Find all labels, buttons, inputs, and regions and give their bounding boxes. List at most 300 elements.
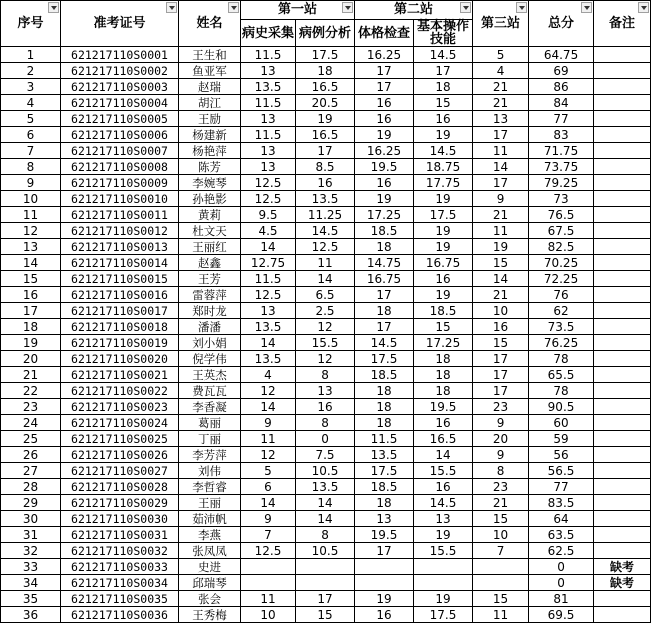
cell-exam-id[interactable]: 621217110S0010 xyxy=(61,191,179,207)
cell-exam-id[interactable]: 621217110S0015 xyxy=(61,271,179,287)
cell-skills[interactable]: 14.5 xyxy=(414,47,473,63)
cell-exam-id[interactable]: 621217110S0005 xyxy=(61,111,179,127)
cell-station3[interactable]: 21 xyxy=(473,207,529,223)
cell-history[interactable] xyxy=(241,559,296,575)
cell-skills[interactable]: 14.5 xyxy=(414,495,473,511)
cell-name[interactable]: 邱瑞琴 xyxy=(179,575,241,591)
cell-skills[interactable]: 16 xyxy=(414,111,473,127)
cell-history[interactable]: 11.5 xyxy=(241,127,296,143)
cell-seq[interactable]: 11 xyxy=(1,207,61,223)
cell-history[interactable]: 12 xyxy=(241,447,296,463)
cell-physical[interactable]: 19 xyxy=(355,127,414,143)
cell-skills[interactable]: 19 xyxy=(414,127,473,143)
filter-dropdown-icon[interactable] xyxy=(342,2,353,13)
cell-case[interactable]: 12.5 xyxy=(296,239,355,255)
cell-seq[interactable]: 8 xyxy=(1,159,61,175)
cell-seq[interactable]: 35 xyxy=(1,591,61,607)
cell-physical[interactable]: 13 xyxy=(355,511,414,527)
cell-note[interactable]: 缺考 xyxy=(594,575,651,591)
cell-note[interactable] xyxy=(594,463,651,479)
cell-exam-id[interactable]: 621217110S0002 xyxy=(61,63,179,79)
filter-dropdown-icon[interactable] xyxy=(166,2,177,13)
cell-station3[interactable]: 15 xyxy=(473,591,529,607)
cell-total[interactable]: 77 xyxy=(529,111,594,127)
cell-total[interactable]: 0 xyxy=(529,559,594,575)
cell-exam-id[interactable]: 621217110S0025 xyxy=(61,431,179,447)
cell-physical[interactable]: 18.5 xyxy=(355,367,414,383)
cell-skills[interactable]: 16.5 xyxy=(414,431,473,447)
cell-seq[interactable]: 18 xyxy=(1,319,61,335)
cell-total[interactable]: 90.5 xyxy=(529,399,594,415)
filter-dropdown-icon[interactable] xyxy=(48,2,59,13)
cell-skills[interactable]: 17 xyxy=(414,63,473,79)
cell-station3[interactable]: 11 xyxy=(473,223,529,239)
cell-seq[interactable]: 1 xyxy=(1,47,61,63)
cell-case[interactable]: 17 xyxy=(296,143,355,159)
cell-exam-id[interactable]: 621217110S0029 xyxy=(61,495,179,511)
cell-skills[interactable]: 19 xyxy=(414,239,473,255)
cell-history[interactable]: 14 xyxy=(241,399,296,415)
cell-case[interactable]: 6.5 xyxy=(296,287,355,303)
cell-station3[interactable]: 21 xyxy=(473,287,529,303)
cell-total[interactable]: 70.25 xyxy=(529,255,594,271)
cell-skills[interactable]: 15.5 xyxy=(414,543,473,559)
cell-total[interactable]: 71.75 xyxy=(529,143,594,159)
cell-exam-id[interactable]: 621217110S0012 xyxy=(61,223,179,239)
cell-total[interactable]: 64 xyxy=(529,511,594,527)
cell-skills[interactable]: 16 xyxy=(414,415,473,431)
cell-station3[interactable]: 20 xyxy=(473,431,529,447)
cell-case[interactable]: 15.5 xyxy=(296,335,355,351)
cell-note[interactable] xyxy=(594,175,651,191)
cell-station3[interactable] xyxy=(473,575,529,591)
cell-exam-id[interactable]: 621217110S0035 xyxy=(61,591,179,607)
cell-case[interactable]: 10.5 xyxy=(296,543,355,559)
cell-history[interactable]: 9.5 xyxy=(241,207,296,223)
cell-seq[interactable]: 4 xyxy=(1,95,61,111)
cell-note[interactable] xyxy=(594,239,651,255)
cell-total[interactable]: 62 xyxy=(529,303,594,319)
cell-case[interactable]: 16 xyxy=(296,175,355,191)
cell-total[interactable]: 56.5 xyxy=(529,463,594,479)
cell-note[interactable] xyxy=(594,527,651,543)
cell-seq[interactable]: 17 xyxy=(1,303,61,319)
cell-note[interactable] xyxy=(594,591,651,607)
cell-seq[interactable]: 34 xyxy=(1,575,61,591)
cell-seq[interactable]: 7 xyxy=(1,143,61,159)
cell-name[interactable]: 李婉琴 xyxy=(179,175,241,191)
cell-history[interactable]: 9 xyxy=(241,415,296,431)
cell-note[interactable] xyxy=(594,207,651,223)
cell-station3[interactable]: 11 xyxy=(473,607,529,623)
cell-station3[interactable]: 17 xyxy=(473,351,529,367)
cell-exam-id[interactable]: 621217110S0007 xyxy=(61,143,179,159)
cell-total[interactable]: 67.5 xyxy=(529,223,594,239)
cell-total[interactable]: 56 xyxy=(529,447,594,463)
cell-exam-id[interactable]: 621217110S0004 xyxy=(61,95,179,111)
cell-skills[interactable]: 15 xyxy=(414,95,473,111)
cell-case[interactable] xyxy=(296,575,355,591)
cell-exam-id[interactable]: 621217110S0003 xyxy=(61,79,179,95)
cell-history[interactable]: 13 xyxy=(241,303,296,319)
cell-note[interactable] xyxy=(594,479,651,495)
cell-case[interactable]: 8.5 xyxy=(296,159,355,175)
cell-physical[interactable]: 18.5 xyxy=(355,479,414,495)
cell-seq[interactable]: 31 xyxy=(1,527,61,543)
cell-exam-id[interactable]: 621217110S0026 xyxy=(61,447,179,463)
cell-note[interactable] xyxy=(594,415,651,431)
cell-case[interactable]: 17.5 xyxy=(296,47,355,63)
cell-exam-id[interactable]: 621217110S0031 xyxy=(61,527,179,543)
cell-skills[interactable]: 19 xyxy=(414,287,473,303)
cell-name[interactable]: 雷蓉萍 xyxy=(179,287,241,303)
cell-history[interactable]: 4.5 xyxy=(241,223,296,239)
cell-total[interactable]: 73.75 xyxy=(529,159,594,175)
cell-station3[interactable]: 9 xyxy=(473,191,529,207)
cell-physical[interactable]: 17 xyxy=(355,319,414,335)
cell-skills[interactable]: 19 xyxy=(414,223,473,239)
cell-seq[interactable]: 24 xyxy=(1,415,61,431)
cell-case[interactable]: 11.25 xyxy=(296,207,355,223)
cell-note[interactable] xyxy=(594,63,651,79)
cell-case[interactable]: 16.5 xyxy=(296,79,355,95)
cell-note[interactable] xyxy=(594,223,651,239)
cell-physical[interactable]: 18 xyxy=(355,303,414,319)
cell-history[interactable]: 4 xyxy=(241,367,296,383)
cell-station3[interactable]: 19 xyxy=(473,239,529,255)
cell-station3[interactable]: 17 xyxy=(473,127,529,143)
cell-skills[interactable]: 17.5 xyxy=(414,207,473,223)
cell-name[interactable]: 郑时龙 xyxy=(179,303,241,319)
cell-case[interactable]: 13 xyxy=(296,383,355,399)
cell-station3[interactable]: 15 xyxy=(473,255,529,271)
cell-physical[interactable]: 17.25 xyxy=(355,207,414,223)
cell-skills[interactable]: 16 xyxy=(414,479,473,495)
cell-station3[interactable]: 8 xyxy=(473,463,529,479)
cell-physical[interactable]: 17.5 xyxy=(355,351,414,367)
filter-dropdown-icon[interactable] xyxy=(460,2,471,13)
cell-total[interactable]: 0 xyxy=(529,575,594,591)
cell-history[interactable]: 14 xyxy=(241,495,296,511)
cell-physical[interactable]: 17.5 xyxy=(355,463,414,479)
cell-physical[interactable]: 14.5 xyxy=(355,335,414,351)
cell-station3[interactable]: 9 xyxy=(473,415,529,431)
cell-skills[interactable]: 18 xyxy=(414,79,473,95)
cell-case[interactable]: 14 xyxy=(296,271,355,287)
cell-skills[interactable] xyxy=(414,559,473,575)
cell-name[interactable]: 王励 xyxy=(179,111,241,127)
cell-physical[interactable]: 17 xyxy=(355,287,414,303)
cell-station3[interactable]: 14 xyxy=(473,271,529,287)
cell-note[interactable] xyxy=(594,287,651,303)
cell-case[interactable]: 0 xyxy=(296,431,355,447)
cell-physical[interactable]: 17 xyxy=(355,79,414,95)
cell-name[interactable]: 杨艳萍 xyxy=(179,143,241,159)
cell-total[interactable]: 69 xyxy=(529,63,594,79)
cell-case[interactable]: 8 xyxy=(296,527,355,543)
cell-physical[interactable]: 19.5 xyxy=(355,159,414,175)
cell-skills[interactable]: 18 xyxy=(414,367,473,383)
cell-total[interactable]: 60 xyxy=(529,415,594,431)
cell-case[interactable]: 7.5 xyxy=(296,447,355,463)
cell-name[interactable]: 潘潘 xyxy=(179,319,241,335)
cell-case[interactable]: 12 xyxy=(296,319,355,335)
cell-name[interactable]: 费瓦瓦 xyxy=(179,383,241,399)
cell-history[interactable]: 13.5 xyxy=(241,79,296,95)
cell-total[interactable]: 76.25 xyxy=(529,335,594,351)
cell-history[interactable]: 12.75 xyxy=(241,255,296,271)
cell-exam-id[interactable]: 621217110S0016 xyxy=(61,287,179,303)
cell-exam-id[interactable]: 621217110S0022 xyxy=(61,383,179,399)
cell-seq[interactable]: 29 xyxy=(1,495,61,511)
cell-history[interactable]: 11.5 xyxy=(241,271,296,287)
cell-note[interactable] xyxy=(594,271,651,287)
cell-seq[interactable]: 13 xyxy=(1,239,61,255)
cell-seq[interactable]: 2 xyxy=(1,63,61,79)
cell-seq[interactable]: 26 xyxy=(1,447,61,463)
cell-physical[interactable]: 16 xyxy=(355,175,414,191)
cell-note[interactable] xyxy=(594,319,651,335)
cell-name[interactable]: 丁丽 xyxy=(179,431,241,447)
cell-skills[interactable]: 18.75 xyxy=(414,159,473,175)
cell-note[interactable] xyxy=(594,143,651,159)
cell-case[interactable]: 14.5 xyxy=(296,223,355,239)
cell-seq[interactable]: 12 xyxy=(1,223,61,239)
cell-physical[interactable]: 13.5 xyxy=(355,447,414,463)
cell-total[interactable]: 65.5 xyxy=(529,367,594,383)
cell-name[interactable]: 赵鑫 xyxy=(179,255,241,271)
cell-total[interactable]: 81 xyxy=(529,591,594,607)
cell-name[interactable]: 倪学伟 xyxy=(179,351,241,367)
cell-physical[interactable]: 16.25 xyxy=(355,143,414,159)
cell-station3[interactable]: 5 xyxy=(473,47,529,63)
cell-note[interactable] xyxy=(594,335,651,351)
cell-history[interactable]: 12.5 xyxy=(241,175,296,191)
cell-case[interactable]: 16 xyxy=(296,399,355,415)
cell-history[interactable]: 14 xyxy=(241,335,296,351)
cell-skills[interactable]: 16 xyxy=(414,271,473,287)
cell-physical[interactable]: 19 xyxy=(355,191,414,207)
cell-name[interactable]: 王生和 xyxy=(179,47,241,63)
cell-case[interactable]: 15 xyxy=(296,607,355,623)
cell-total[interactable]: 84 xyxy=(529,95,594,111)
cell-name[interactable]: 李燕 xyxy=(179,527,241,543)
cell-physical[interactable]: 18 xyxy=(355,239,414,255)
cell-name[interactable]: 黄莉 xyxy=(179,207,241,223)
cell-total[interactable]: 72.25 xyxy=(529,271,594,287)
cell-skills[interactable]: 15.5 xyxy=(414,463,473,479)
cell-exam-id[interactable]: 621217110S0006 xyxy=(61,127,179,143)
cell-note[interactable] xyxy=(594,431,651,447)
cell-exam-id[interactable]: 621217110S0017 xyxy=(61,303,179,319)
cell-name[interactable]: 胡江 xyxy=(179,95,241,111)
cell-case[interactable]: 8 xyxy=(296,415,355,431)
cell-seq[interactable]: 5 xyxy=(1,111,61,127)
cell-skills[interactable]: 17.75 xyxy=(414,175,473,191)
cell-history[interactable]: 6 xyxy=(241,479,296,495)
cell-seq[interactable]: 32 xyxy=(1,543,61,559)
cell-skills[interactable] xyxy=(414,575,473,591)
cell-station3[interactable]: 17 xyxy=(473,383,529,399)
cell-note[interactable] xyxy=(594,95,651,111)
cell-history[interactable]: 5 xyxy=(241,463,296,479)
cell-exam-id[interactable]: 621217110S0032 xyxy=(61,543,179,559)
cell-note[interactable] xyxy=(594,543,651,559)
cell-history[interactable]: 12.5 xyxy=(241,191,296,207)
cell-physical[interactable]: 19 xyxy=(355,591,414,607)
cell-name[interactable]: 陈芳 xyxy=(179,159,241,175)
cell-name[interactable]: 茹沛帆 xyxy=(179,511,241,527)
cell-station3[interactable]: 21 xyxy=(473,79,529,95)
cell-physical[interactable]: 18 xyxy=(355,383,414,399)
cell-exam-id[interactable]: 621217110S0014 xyxy=(61,255,179,271)
cell-station3[interactable]: 23 xyxy=(473,479,529,495)
cell-total[interactable]: 83.5 xyxy=(529,495,594,511)
cell-note[interactable] xyxy=(594,159,651,175)
cell-total[interactable]: 78 xyxy=(529,383,594,399)
cell-seq[interactable]: 30 xyxy=(1,511,61,527)
cell-case[interactable]: 16.5 xyxy=(296,127,355,143)
filter-dropdown-icon[interactable] xyxy=(638,2,649,13)
cell-station3[interactable]: 7 xyxy=(473,543,529,559)
cell-total[interactable]: 59 xyxy=(529,431,594,447)
cell-station3[interactable]: 14 xyxy=(473,159,529,175)
cell-history[interactable]: 11.5 xyxy=(241,47,296,63)
cell-history[interactable]: 7 xyxy=(241,527,296,543)
cell-skills[interactable]: 19 xyxy=(414,591,473,607)
cell-name[interactable]: 鱼亚军 xyxy=(179,63,241,79)
cell-skills[interactable]: 18 xyxy=(414,383,473,399)
cell-note[interactable] xyxy=(594,303,651,319)
cell-history[interactable]: 14 xyxy=(241,239,296,255)
cell-skills[interactable]: 18.5 xyxy=(414,303,473,319)
cell-name[interactable]: 王丽红 xyxy=(179,239,241,255)
cell-history[interactable]: 12 xyxy=(241,383,296,399)
cell-note[interactable] xyxy=(594,191,651,207)
cell-seq[interactable]: 14 xyxy=(1,255,61,271)
cell-history[interactable]: 11 xyxy=(241,431,296,447)
cell-total[interactable]: 76 xyxy=(529,287,594,303)
cell-total[interactable]: 78 xyxy=(529,351,594,367)
cell-station3[interactable]: 15 xyxy=(473,511,529,527)
cell-physical[interactable]: 14.75 xyxy=(355,255,414,271)
cell-station3[interactable]: 17 xyxy=(473,367,529,383)
cell-station3[interactable]: 9 xyxy=(473,447,529,463)
cell-exam-id[interactable]: 621217110S0008 xyxy=(61,159,179,175)
cell-history[interactable]: 13 xyxy=(241,143,296,159)
cell-name[interactable]: 刘小娟 xyxy=(179,335,241,351)
cell-physical[interactable]: 16 xyxy=(355,95,414,111)
cell-skills[interactable]: 18 xyxy=(414,351,473,367)
cell-name[interactable]: 张凤凤 xyxy=(179,543,241,559)
cell-note[interactable] xyxy=(594,447,651,463)
cell-skills[interactable]: 13 xyxy=(414,511,473,527)
cell-seq[interactable]: 28 xyxy=(1,479,61,495)
cell-note[interactable] xyxy=(594,383,651,399)
cell-seq[interactable]: 22 xyxy=(1,383,61,399)
filter-dropdown-icon[interactable] xyxy=(516,2,527,13)
cell-physical[interactable]: 19.5 xyxy=(355,527,414,543)
cell-total[interactable]: 69.5 xyxy=(529,607,594,623)
cell-exam-id[interactable]: 621217110S0023 xyxy=(61,399,179,415)
cell-skills[interactable]: 16.75 xyxy=(414,255,473,271)
cell-note[interactable] xyxy=(594,511,651,527)
cell-station3[interactable]: 23 xyxy=(473,399,529,415)
cell-history[interactable]: 11 xyxy=(241,591,296,607)
cell-skills[interactable]: 19 xyxy=(414,527,473,543)
cell-history[interactable]: 12.5 xyxy=(241,543,296,559)
cell-seq[interactable]: 27 xyxy=(1,463,61,479)
cell-station3[interactable]: 10 xyxy=(473,527,529,543)
cell-name[interactable]: 孙艳影 xyxy=(179,191,241,207)
cell-history[interactable]: 13.5 xyxy=(241,319,296,335)
cell-total[interactable]: 82.5 xyxy=(529,239,594,255)
cell-name[interactable]: 王丽 xyxy=(179,495,241,511)
cell-history[interactable]: 12.5 xyxy=(241,287,296,303)
cell-seq[interactable]: 36 xyxy=(1,607,61,623)
cell-skills[interactable]: 17.5 xyxy=(414,607,473,623)
cell-skills[interactable]: 14.5 xyxy=(414,143,473,159)
cell-exam-id[interactable]: 621217110S0009 xyxy=(61,175,179,191)
cell-station3[interactable]: 13 xyxy=(473,111,529,127)
cell-exam-id[interactable]: 621217110S0033 xyxy=(61,559,179,575)
cell-name[interactable]: 王英杰 xyxy=(179,367,241,383)
cell-physical[interactable]: 17 xyxy=(355,63,414,79)
cell-seq[interactable]: 3 xyxy=(1,79,61,95)
cell-case[interactable]: 13.5 xyxy=(296,479,355,495)
cell-case[interactable]: 19 xyxy=(296,111,355,127)
cell-name[interactable]: 王秀梅 xyxy=(179,607,241,623)
cell-note[interactable] xyxy=(594,47,651,63)
cell-station3[interactable]: 16 xyxy=(473,319,529,335)
cell-station3[interactable]: 15 xyxy=(473,335,529,351)
cell-exam-id[interactable]: 621217110S0011 xyxy=(61,207,179,223)
cell-total[interactable]: 83 xyxy=(529,127,594,143)
cell-seq[interactable]: 20 xyxy=(1,351,61,367)
cell-note[interactable] xyxy=(594,127,651,143)
cell-case[interactable]: 17 xyxy=(296,591,355,607)
cell-case[interactable]: 10.5 xyxy=(296,463,355,479)
cell-name[interactable]: 张会 xyxy=(179,591,241,607)
cell-station3[interactable]: 10 xyxy=(473,303,529,319)
cell-note[interactable] xyxy=(594,607,651,623)
cell-exam-id[interactable]: 621217110S0030 xyxy=(61,511,179,527)
cell-name[interactable]: 李芳萍 xyxy=(179,447,241,463)
cell-note[interactable] xyxy=(594,351,651,367)
cell-note[interactable] xyxy=(594,79,651,95)
cell-exam-id[interactable]: 621217110S0013 xyxy=(61,239,179,255)
cell-station3[interactable]: 21 xyxy=(473,495,529,511)
cell-exam-id[interactable]: 621217110S0001 xyxy=(61,47,179,63)
cell-name[interactable]: 葛丽 xyxy=(179,415,241,431)
cell-total[interactable]: 79.25 xyxy=(529,175,594,191)
cell-total[interactable]: 86 xyxy=(529,79,594,95)
cell-total[interactable]: 64.75 xyxy=(529,47,594,63)
cell-case[interactable]: 18 xyxy=(296,63,355,79)
cell-total[interactable]: 77 xyxy=(529,479,594,495)
cell-seq[interactable]: 21 xyxy=(1,367,61,383)
cell-note[interactable]: 缺考 xyxy=(594,559,651,575)
cell-case[interactable]: 2.5 xyxy=(296,303,355,319)
cell-seq[interactable]: 16 xyxy=(1,287,61,303)
cell-history[interactable]: 13.5 xyxy=(241,351,296,367)
cell-physical[interactable]: 18 xyxy=(355,399,414,415)
cell-case[interactable]: 13.5 xyxy=(296,191,355,207)
cell-case[interactable]: 8 xyxy=(296,367,355,383)
cell-physical[interactable]: 17 xyxy=(355,543,414,559)
cell-seq[interactable]: 9 xyxy=(1,175,61,191)
cell-exam-id[interactable]: 621217110S0034 xyxy=(61,575,179,591)
